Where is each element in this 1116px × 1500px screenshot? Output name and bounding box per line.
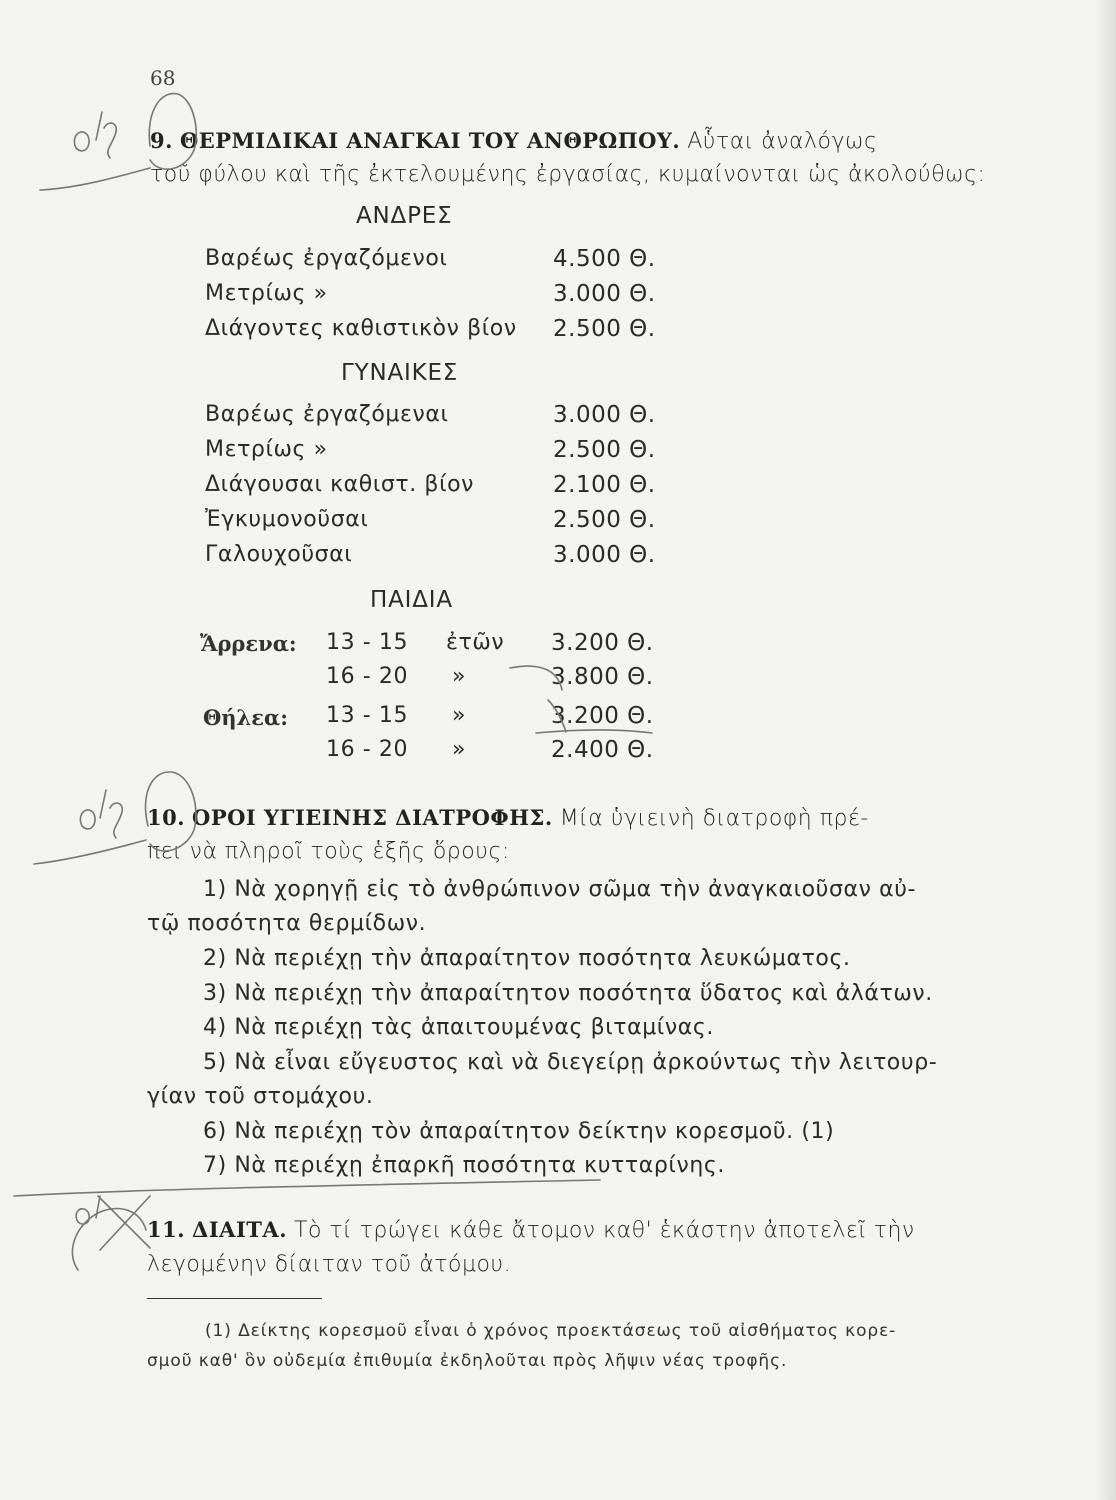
child-unit: » <box>452 737 467 762</box>
women-row-value: 2.500 Θ. <box>553 437 656 463</box>
child-value: 3.200 Θ. <box>551 630 654 656</box>
child-age: 13 - 15 <box>326 630 409 655</box>
section-10-intro-2: πει νὰ πληροῖ τοὺς ἑξῆς ὅρους: <box>147 839 510 864</box>
section-9-intro-2: τοῦ φύλου καὶ τῆς ἐκτελουμένης ἐργασίας, κυμαίνονται ὡς ἀκολούθως: <box>150 162 986 187</box>
child-unit: ἐτῶν <box>446 630 505 655</box>
condition-item: 7) Νὰ περιέχῃ ἐπαρκῆ ποσότητα κυτταρίνης. <box>203 1153 725 1178</box>
women-row-value: 3.000 Θ. <box>553 402 656 428</box>
men-row-label: Βαρέως ἐργαζόμενοι <box>205 246 448 271</box>
women-row-value: 2.100 Θ. <box>553 472 656 498</box>
women-row-value: 3.000 Θ. <box>553 542 656 568</box>
child-value: 3.200 Θ. <box>551 703 654 729</box>
condition-item: 3) Νὰ περιέχῃ τὴν ἀπαραίτητον ποσότητα ὕδατος καὶ ἀλάτων. <box>203 981 933 1006</box>
pencil-line-top-11 <box>14 1180 600 1196</box>
pencil-underline-3200 <box>536 730 652 733</box>
pencil-stroke-3800 <box>548 700 566 732</box>
section-11-intro-1: Τὸ τί τρώγει κάθε ἄτομον καθ' ἑκάστην ἀποτελεῖ τὴν <box>294 1218 915 1243</box>
footnote-line: (1) Δείκτης κορεσμοῦ εἶναι ὁ χρόνος προεκτάσεως τοῦ αἰσθήματος κορε- <box>205 1321 897 1341</box>
child-age: 13 - 15 <box>326 703 409 728</box>
women-row-label: Γαλουχοῦσαι <box>205 542 353 567</box>
section-9-intro-1: Αὗται ἀναλόγως <box>687 129 878 154</box>
men-row-value: 4.500 Θ. <box>553 246 656 272</box>
condition-item: 1) Νὰ χορηγῇ εἰς τὸ ἀνθρώπινον σῶμα τὴν ἀναγκαιοῦσαν αὐ- <box>203 877 917 902</box>
child-value: 2.400 Θ. <box>551 737 654 763</box>
footnote-line: σμοῦ καθ' ὃν οὐδεμία ἐπιθυμία ἐκδηλοῦται πρὸς λῆψιν νέας τροφῆς. <box>147 1351 788 1371</box>
women-row-label: Μετρίως » <box>205 437 328 462</box>
pencil-note-ochi-1 <box>74 112 116 158</box>
section-11-number: 11. <box>147 1217 186 1242</box>
men-row-value: 3.000 Θ. <box>553 281 656 307</box>
condition-item: γίαν τοῦ στομάχου. <box>147 1084 374 1109</box>
pencil-underline-9 <box>40 168 150 190</box>
section-10-title: ΟΡΟΙ ΥΓΙΕΙΝΗΣ ΔΙΑΤΡΟΦΗΣ. <box>192 805 553 830</box>
condition-item: 4) Νὰ περιέχῃ τὰς ἀπαιτουμένας βιταμίνας. <box>203 1015 714 1040</box>
pencil-note-ochi-2 <box>80 790 122 838</box>
pencil-arc-3800 <box>510 666 562 690</box>
child-age: 16 - 20 <box>326 664 409 689</box>
condition-item: 6) Νὰ περιέχῃ τὸν ἀπαραίτητον δείκτην κορεσμοῦ. (1) <box>203 1119 835 1144</box>
pencil-circle-10 <box>145 772 195 851</box>
female-label: Θήλεα: <box>203 705 288 730</box>
child-age: 16 - 20 <box>326 737 409 762</box>
section-9-number: 9. <box>150 128 173 153</box>
group-title-men: ΑΝΔΡΕΣ <box>356 203 453 229</box>
group-title-children: ΠΑΙΔΙΑ <box>370 587 453 613</box>
section-10-intro-1: Μία ὑγιεινὴ διατροφὴ πρέ- <box>559 806 869 831</box>
men-row-label: Διάγοντες καθιστικὸν βίον <box>205 316 517 341</box>
group-title-women: ΓΥΝΑΙΚΕΣ <box>341 360 459 386</box>
men-row-value: 2.500 Θ. <box>553 316 656 342</box>
women-row-value: 2.500 Θ. <box>553 507 656 533</box>
section-11-intro-2: λεγομένην δίαιταν τοῦ ἀτόμου. <box>147 1252 512 1277</box>
women-row-label: Ἐγκυμονοῦσαι <box>205 507 369 532</box>
male-label: Ἄρρενα: <box>200 631 297 656</box>
men-row-label: Μετρίως » <box>205 281 328 306</box>
women-row-label: Βαρέως ἐργαζόμεναι <box>205 402 449 427</box>
section-9-title: ΘΕΡΜΙΔΙΚΑΙ ΑΝΑΓΚΑΙ ΤΟΥ ΑΝΘΡΩΠΟΥ. <box>179 128 681 153</box>
women-row-label: Διάγουσαι καθιστ. βίον <box>205 472 475 497</box>
pencil-underline-10 <box>34 840 146 864</box>
condition-item: 5) Νὰ εἶναι εὔγευστος καὶ νὰ διεγείρῃ ἀρκούντως τὴν λειτουρ- <box>203 1050 938 1075</box>
page-number: 68 <box>150 66 176 90</box>
child-value: 3.800 Θ. <box>551 664 654 690</box>
section-10-number: 10. <box>147 805 186 830</box>
pencil-circle-9 <box>149 94 196 170</box>
child-unit: » <box>452 664 467 689</box>
condition-item: τῷ ποσότητα θερμίδων. <box>147 911 427 936</box>
condition-item: 2) Νὰ περιέχῃ τὴν ἀπαραίτητον ποσότητα λευκώματος. <box>203 946 851 971</box>
child-unit: » <box>452 703 467 728</box>
section-11-title: ΔΙΑΙΤΑ. <box>192 1217 288 1242</box>
